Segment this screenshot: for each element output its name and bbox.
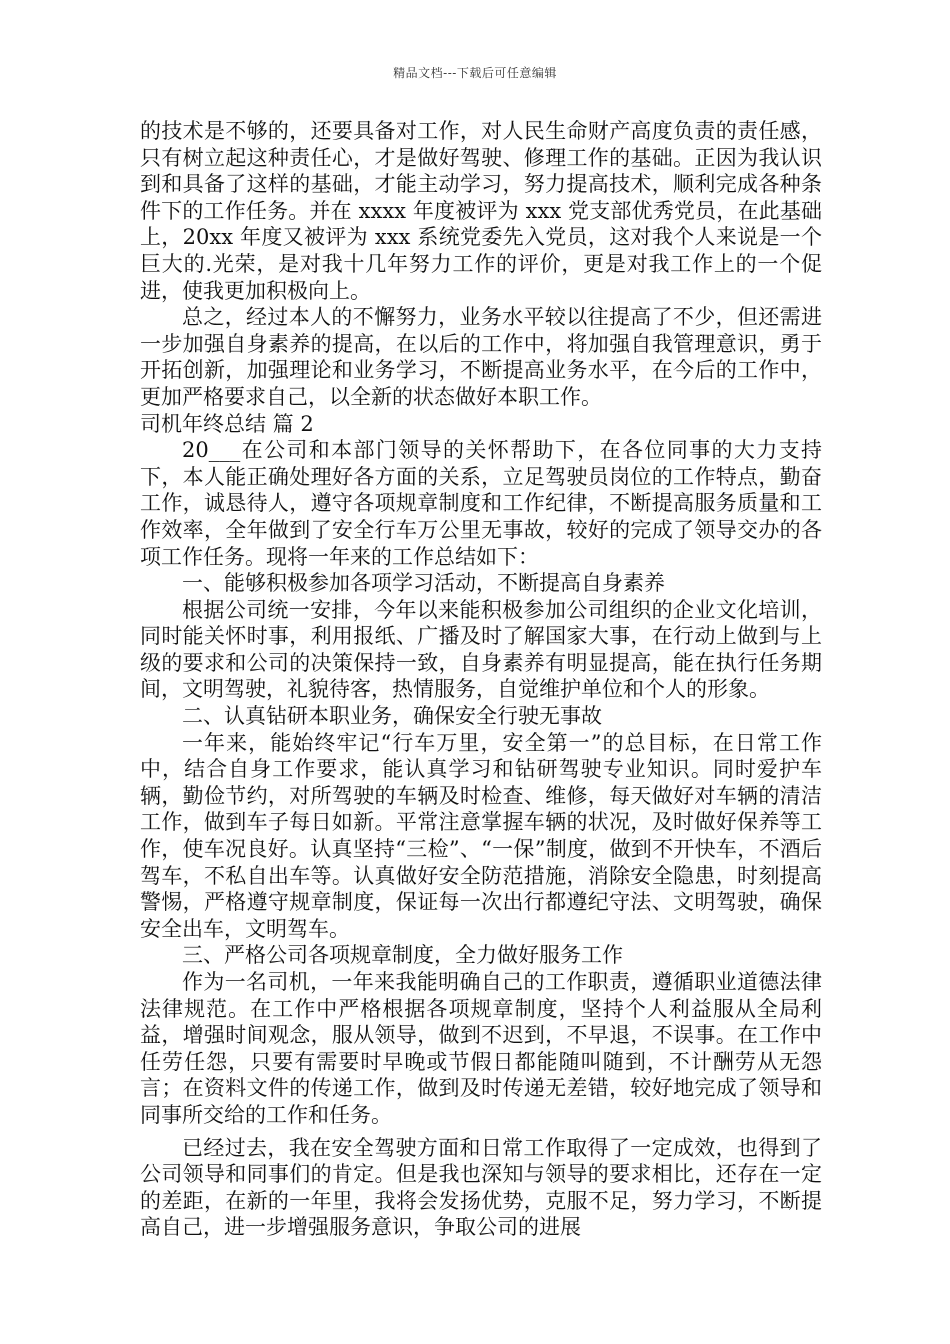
paragraph-continuation: 的技术是不够的，还要具备对工作，对人民生命财产高度负责的责任感，只有树立起这种责任心，才是做好驾驶、修理工作的基础。正因为我认识到和具备了这样的基础，才能主动学习，努力提高技术，顺利完成各种条件下的工作任务。并在 xxxx 年度被评为 xxx 党支部优秀党员，在此基础上，20xx 年度又被评为 xxx 系统党委先入党员，这对我个人来说是一个巨大的.光荣，是对我十几年努力工作的评价，更是对我工作上的一个促进，使我更加积极向上。 (140, 119, 822, 303)
paragraph-summary: 总之，经过本人的不懈努力，业务水平较以往提高了不少，但还需进一步加强自身素养的提高，在以后的工作中，将加强自我管理意识，勇于开拓创新，加强理论和业务学习，不断提高业务水平，在今后的工作中，更加严格要求自己，以全新的状态做好本职工作。 (140, 305, 822, 409)
section-title: 司机年终总结 篇 2 (140, 411, 314, 436)
heading-one: 一、能够积极参加各项学习活动，不断提高自身素养 (182, 571, 665, 596)
paragraph-study: 根据公司统一安排，今年以来能积极参加公司组织的企业文化培训，同时能关怀时事，利用报纸、广播及时了解国家大事，在行动上做到与上级的要求和公司的决策保持一致，自身素养有明显提高，能在执行任务期间，文明驾驶，礼貌待客，热情服务，自觉维护单位和个人的形象。 (140, 597, 822, 702)
paragraph-intro: 20___在公司和本部门领导的关怀帮助下，在各位同事的大力支持下，本人能正确处理好各方面的关系，立足驾驶员岗位的工作特点，勤奋工作，诚恳待人，遵守各项规章制度和工作纪律，不断提高服务质量和工作效率，全年做到了安全行车万公里无事故，较好的完成了领导交办的各项工作任务。现将一年来的工作总结如下： (140, 438, 822, 569)
paragraph-service: 作为一名司机，一年来我能明确自己的工作职责，遵循职业道德法律法律规范。在工作中严格根据各项规章制度，坚持个人利益服从全局利益，增强时间观念，服从领导，做到不迟到，不早退，不误事。在工作中任劳任怨，只要有需要时早晚或节假日都能随叫随到，不计酬劳从无怨言；在资料文件的传递工作，做到及时传递无差错，较好地完成了领导和同事所交给的工作和任务。 (140, 970, 822, 1127)
heading-three: 三、严格公司各项规章制度，全力做好服务工作 (182, 943, 623, 968)
heading-two: 二、认真钻研本职业务，确保安全行驶无事故 (182, 704, 602, 729)
page-header: 精品文档---下载后可任意编辑 (393, 66, 557, 80)
document-body (140, 118, 822, 1241)
paragraph-safety: 一年来，能始终牢记“行车万里，安全第一”的总目标，在日常工作中，结合自身工作要求，能认真学习和钻研驾驶专业知识。同时爱护车辆，勤俭节约，对所驾驶的车辆及时检查、维修，每天做好对车辆的清洁工作，做到车子每日如新。平常注意掌握车辆的状况，及时做好保养等工作，使车况良好。认真坚持“三检”、“一保”制度，做到不开快车，不酒后驾车，不私自出车等。认真做好安全防范措施，消除安全隐患，时刻提高警惕，严格遵守规章制度，保证每一次出行都遵纪守法、文明驾驶，确保安全出车，文明驾车。 (140, 730, 822, 941)
paragraph-conclusion: 已经过去，我在安全驾驶方面和日常工作取得了一定成效，也得到了公司领导和同事们的肯定。但是我也深知与领导的要求相比，还存在一定的差距，在新的一年里，我将会发扬优势，克服不足，努力学习，不断提高自己，进一步增强服务意识，争取公司的进展 (140, 1135, 822, 1240)
